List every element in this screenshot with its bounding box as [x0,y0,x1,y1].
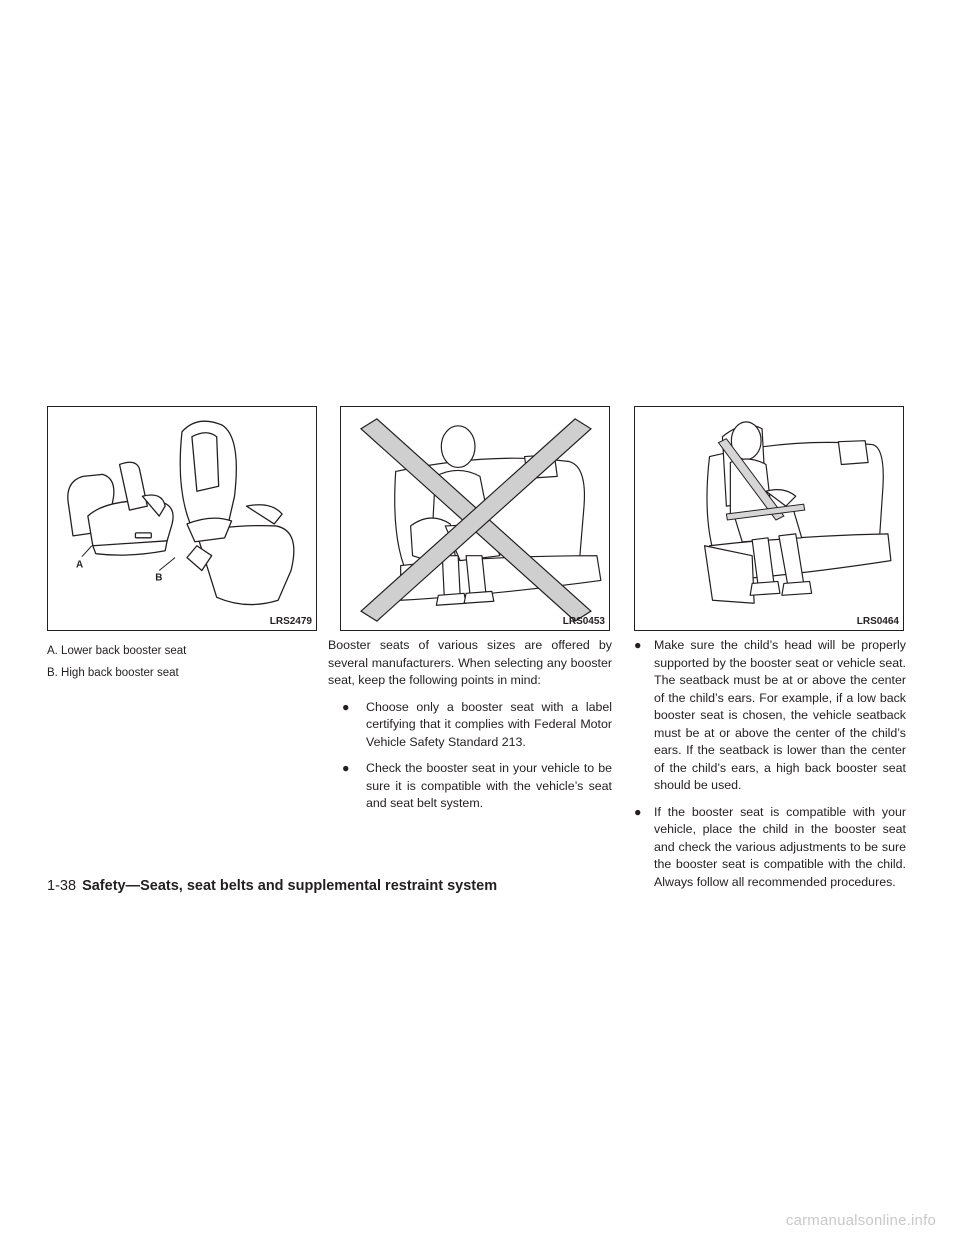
bullet-icon: ● [342,699,350,714]
correct-seating-illustration [635,407,903,630]
figure-code: LRS2479 [269,616,312,627]
figure-code: LRS0453 [562,616,605,627]
figure-correct-seating [634,406,904,631]
figure-booster-seats [47,406,317,631]
list-item-text: Choose only a booster seat with a label certifying that it complies with Federal Motor Vehicle Safety Standard 213. [366,699,612,749]
label-b: B [155,572,163,584]
text-column-3 [634,637,906,900]
list-item-text: If the booster seat is compatible with your vehicle, place the child in the booster seat and check the various adjustments to be sure the booster seat is compatible with the child. Always follow all recommended procedures. [654,804,906,889]
list-item [328,760,612,813]
list-item [328,699,612,752]
bullet-icon: ● [634,804,642,819]
text-column-2 [328,637,612,822]
list-item [634,804,906,892]
list-item-text: Make sure the child’s head will be properly supported by the booster seat or vehicle seat. The seatback must be at or above the center of the child’s ears. For example, if a low back booster seat is chosen, the vehicle seatback must be at or above the center of the child’s ears. If the seatback is lower than the center of the child’s ears, a high back booster seat should be used. [654,638,906,792]
caption-a: A. Lower back booster seat [47,645,187,657]
page-number: 1-38 [47,878,77,894]
bullet-icon: ● [634,638,642,652]
list-item [634,637,906,795]
section-title: Safety—Seats, seat belts and supplemental restraint system [82,878,498,894]
page-footer [47,878,497,894]
figure-incorrect-seating [340,406,610,631]
figure-captions [47,640,317,684]
incorrect-seating-illustration [341,407,609,630]
intro-paragraph: Booster seats of various sizes are offered by several manufacturers. When selecting any booster seat, keep the following points in mind: [328,638,612,687]
list-item-text: Check the booster seat in your vehicle to be sure it is compatible with the vehicle’s seat and seat belt system. [366,761,612,810]
label-a: A [75,559,84,571]
watermark-link[interactable]: carmanualsonline.info [785,1212,936,1229]
booster-seats-illustration [48,407,316,630]
caption-b: B. High back booster seat [47,667,179,679]
bullet-icon: ● [342,761,350,775]
figure-code: LRS0464 [856,616,899,627]
